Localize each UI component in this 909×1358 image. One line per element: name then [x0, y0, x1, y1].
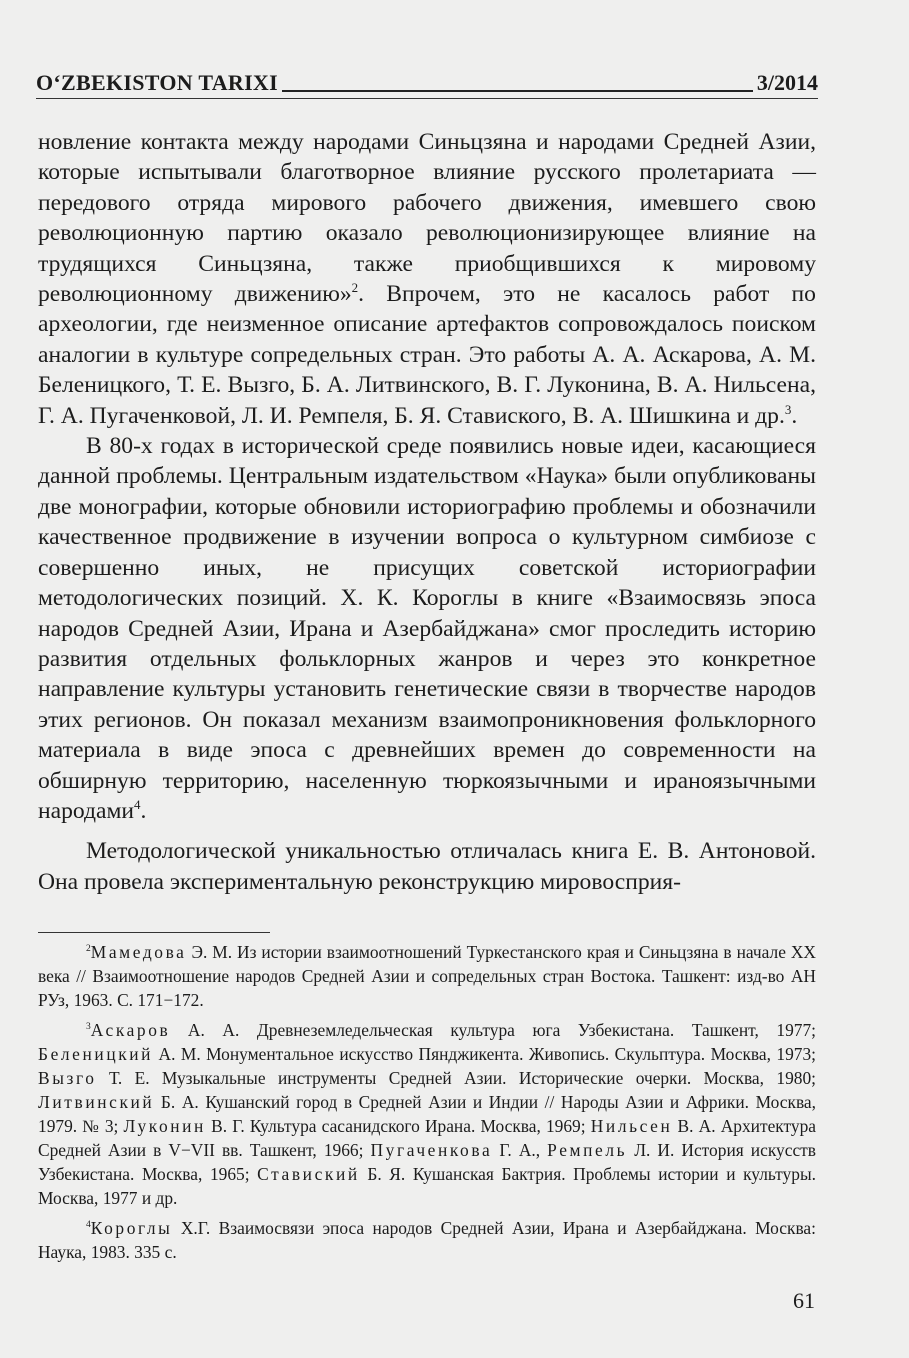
- paragraph-1: новление контакта между народами Синьцзяна и народами Средней Азии, которые испытывали благотворное влияние русского пролетариата — передового отряда мирового рабочего движения, имевшего свою революционную партию оказало революционизирующее влияние на трудящихся Синьцзяна, также приобщившихся к мировому революционному движению»$^2$. Впрочем, это не касалось работ по археологии, где неизменное описание артефактов сопровождалось поиском аналогии в культуре сопредельных стран. Это работы А. А. Аскарова, А. М. Беленицкого, Т. Е. Вызго, Б. А. Литвинского, В. Г. Луконина, В. А. Нильсена, Г. А. Пугаченковой, Л. И. Ремпеля, Б. Я. Ставиского, В. А. Шишкина и др.$^3$.: [38, 129, 816, 429]
- footnote-ref[interactable]: 4: [134, 797, 141, 813]
- paragraph-3: Методологической уникальностью отличалась книга Е. В. Антоновой. Она провела экспериментальную реконструкцию мировосприя-: [38, 838, 816, 895]
- footnote-ref[interactable]: 2: [351, 280, 359, 296]
- page-number: 61: [793, 1288, 815, 1313]
- main-text: [38, 127, 816, 897]
- header-rule: [282, 90, 753, 92]
- running-header: [36, 66, 818, 96]
- footnote-ref[interactable]: 3: [784, 401, 792, 417]
- footnote-3: $^3$Аскаров А. А. Древнеземледельческая культура юга Узбекистана. Ташкент, 1977; Беленицкий А. М. Монументальное искусство Пянджикента. Живопись. Скульптура. Москва, 1973; Вызго Т. Е. Музыкальные инструменты Средней Азии. Исторические очерки. Москва, 1980; Литвинский Б. А. Кушанский город в Средней Азии и Индии // Народы Азии и Африки. Москва, 1979. № 3; Луконин В. Г. Культура сасанидского Ирана. Москва, 1969; Нильсен В. А. Архитектура Средней Азии в V−VII вв. Ташкент, 1966; Пугаченкова Г. А., Ремпель Л. И. История искусств Узбекистана. Москва, 1965; Ставиский Б. Я. Кушанская Бактрия. Проблемы истории и культуры. Москва, 1977 и др.: [38, 1020, 816, 1208]
- footnotes: [38, 940, 816, 1264]
- issue-number: 3/2014: [756, 70, 818, 95]
- footnote-2: $^2$Мамедова Э. М. Из истории взаимоотношений Туркестанского края и Синьцзяна в начале ХХ века // Взаимоотношение народов Средней Азии и сопредельных стран Востока. Ташкент: изд-во АН РУз, 1963. С. 171−172.: [38, 942, 816, 1010]
- journal-title: O‘ZBEKISTON TARIXI: [36, 70, 278, 95]
- paragraph-2: В 80-х годах в исторической среде появились новые идеи, касающиеся данной проблемы. Центральным издательством «Наука» были опубликованы две монографии, которые обновили историографию проблемы и обозначили качественное продвижение в изучении вопроса о культурном симбиозе с совершенно иных, не присущих советской историографии методологических позиций. Х. К. Короглы в книге «Взаимосвязь эпоса народов Средней Азии, Ирана и Азербайджана» смог проследить историю развития отдельных фольклорных жанров и через это конкретное направление культуры установить генетические связи в творчестве народов этих регионов. Он показал механизм взаимопроникновения фольклорного материала в виде эпоса с древнейших времен до современности на обширную территорию, населенную тюркоязычными и ираноязычными народами$^4$.: [38, 433, 816, 824]
- footnote-separator: [38, 932, 270, 933]
- header-underline: [36, 98, 818, 99]
- footnote-4: $^4$Короглы Х.Г. Взаимосвязи эпоса народов Средней Азии, Ирана и Азербайджана. Москва: Наука, 1983. 335 с.: [38, 1218, 816, 1262]
